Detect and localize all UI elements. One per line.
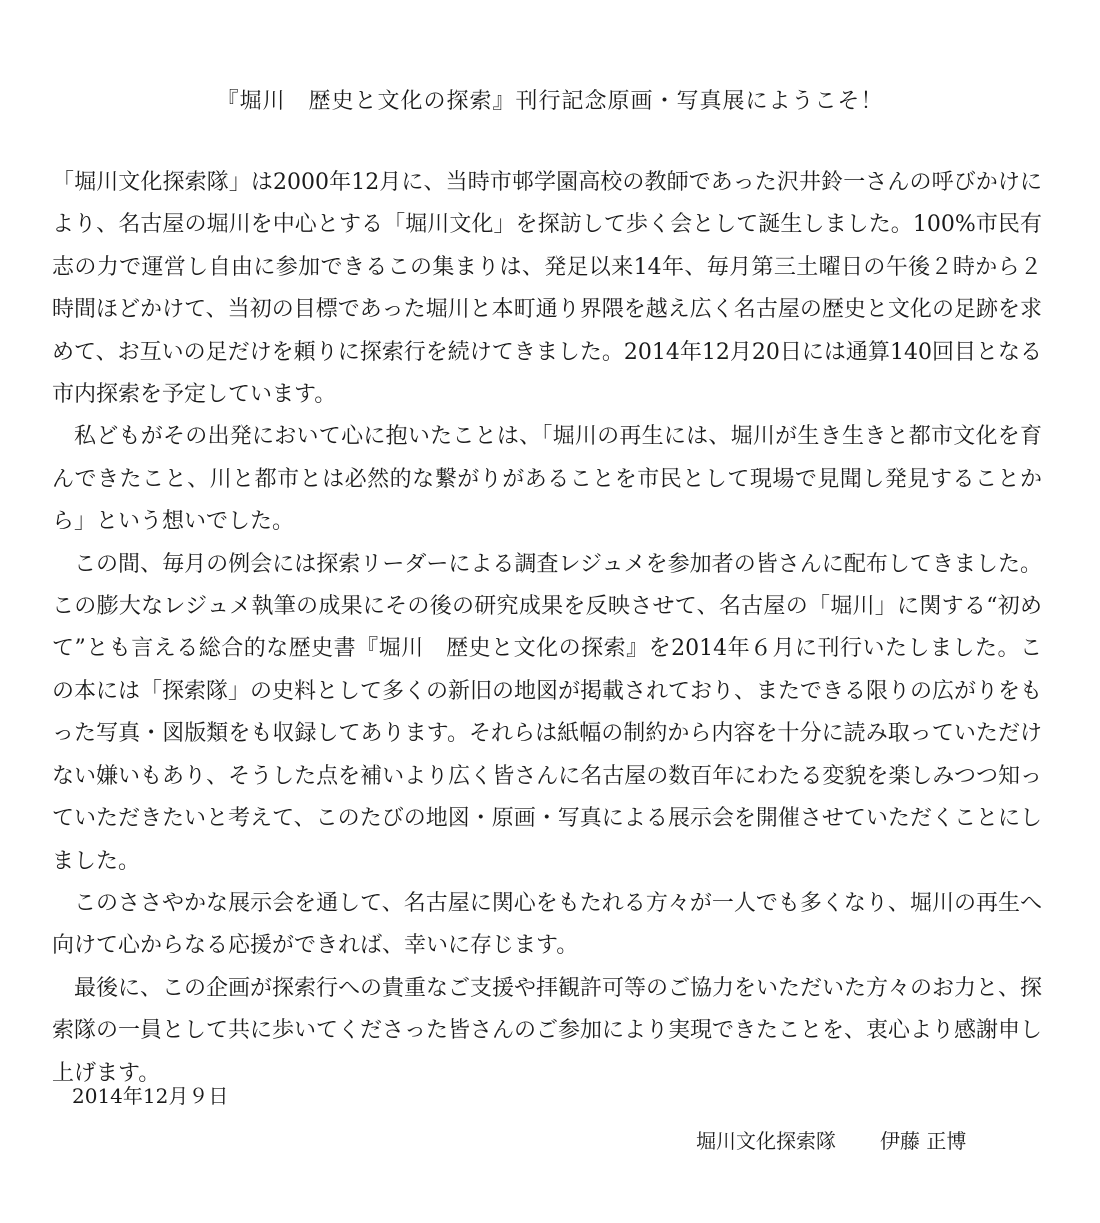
paragraph-5: 最後に、この企画が探索行への貴重なご支援や拝観許可等のご協力をいただいた方々のお力と、探索隊の一員として共に歩いてくださった皆さんのご参加により実現できたことを、衷心より感謝申し上げます。	[52, 975, 1043, 1086]
document-body	[52, 162, 1042, 1095]
paragraph-2: 私どもがその出発において心に抱いたことは、「堀川の再生には、堀川が生き生きと都市文化を育んできたこと、川と都市とは必然的な繋がりがあることを市民として現場で見聞し発見することから」という想いでした。	[52, 424, 1042, 535]
signature	[696, 1121, 966, 1161]
paragraph-4: このささやかな展示会を通して、名古屋に関心をもたれる方々が一人でも多くなり、堀川の再生へ向けて心からなる応援ができれば、幸いに存じます。	[52, 890, 1042, 959]
paragraph-3: この間、毎月の例会には探索リーダーによる調査レジュメを参加者の皆さんに配布してきました。この膨大なレジュメ執筆の成果にその後の研究成果を反映させて、名古屋の「堀川」に関する“初めて”とも言える総合的な歴史書『堀川 歴史と文化の探索』を2014年６月に刊行いたしました。この本には「探索隊」の史料として多くの新旧の地図が掲載されており、またできる限りの広がりをもった写真・図版類をも収録してあります。それらは紙幅の制約から内容を十分に読み取っていただけない嫌いもあり、そうした点を補いより広く皆さんに名古屋の数百年にわたる変貌を楽しみつつ知っていただきたいと考えて、このたびの地図・原画・写真による展示会を開催させていただくことにしました。	[52, 551, 1043, 874]
document-title: 『堀川 歴史と文化の探索』刊行記念原画・写真展にようこそ！	[216, 89, 884, 114]
signature-organization: 堀川文化探索隊	[696, 1129, 836, 1153]
document-date: 2014年12月９日	[72, 1084, 229, 1108]
paragraph-1: 「堀川文化探索隊」は2000年12月に、当時市邨学園高校の教師であった沢井鈴一さんの呼びかけにより、名古屋の堀川を中心とする「堀川文化」を探訪して歩く会として誕生しました。100%市民有志の力で運営し自由に参加できるこの集まりは、発足以来14年、毎月第三土曜日の午後２時から２時間ほどかけて、当初の目標であった堀川と本町通り界隈を越え広く名古屋の歴史と文化の足跡を求めて、お互いの足だけを頼りに探索行を続けてきました。2014年12月20日には通算140回目となる市内探索を予定しています。	[52, 170, 1042, 408]
signature-name: 伊藤 正博	[880, 1129, 967, 1153]
